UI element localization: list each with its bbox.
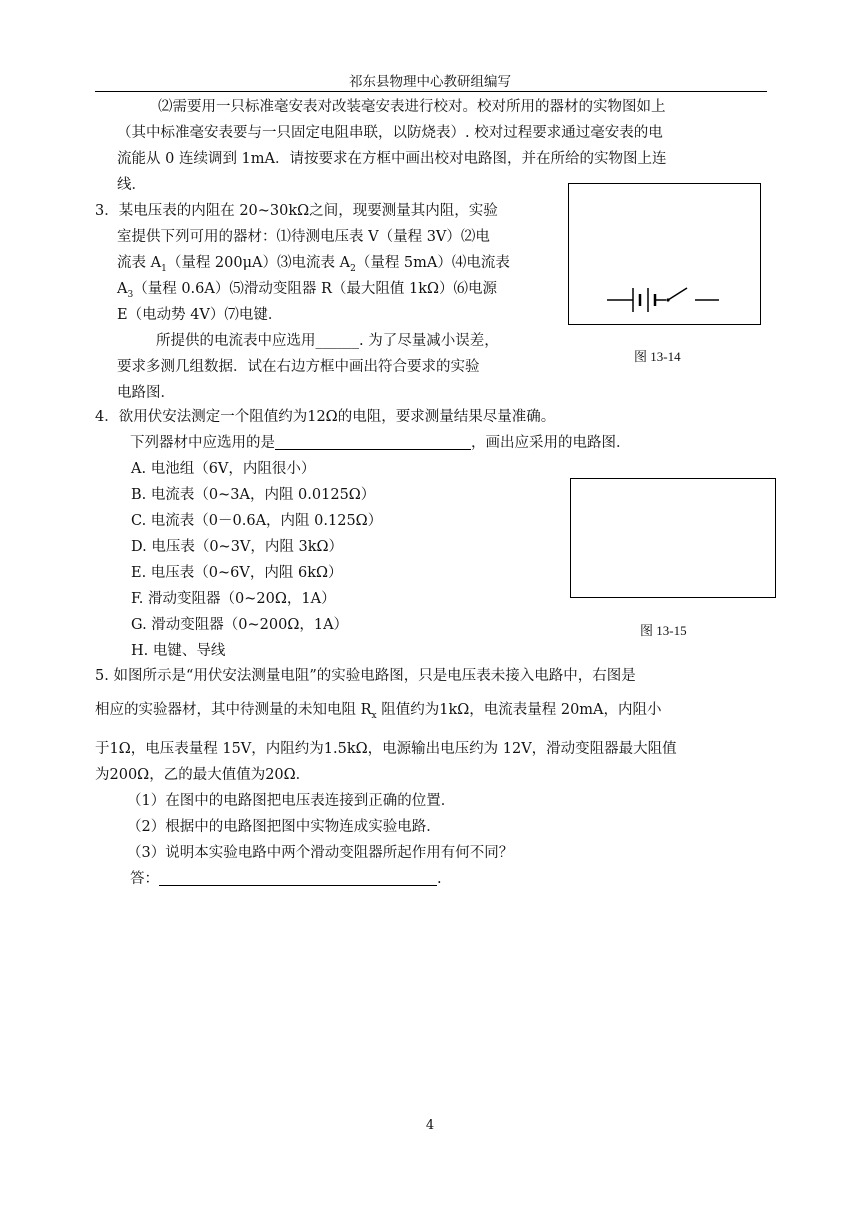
q4-option-a: A. 电池组（6V，内阻很小）: [131, 461, 316, 477]
q3-line-3: 流表 $A_1$（量程 200μA）⑶电流表 $A_2$（量程 5mA）⑷电流表: [117, 255, 510, 274]
q5-sub-2: （2）根据中的电路图把图中实物连成实验电路．: [127, 819, 441, 835]
q4-option-g: G. 滑动变阻器（0~200Ω，1A）: [131, 617, 349, 633]
q4-option-d: D. 电压表（0~3V，内阻 3kΩ）: [131, 539, 344, 555]
q4-line-1: 4．欲用伏安法测定一个阻值约为12Ω的电阻，要求测量结果尽量准确。: [95, 409, 556, 425]
q5-sub-3: （3）说明本实验电路中两个滑动变阻器所起作用有何不同？: [127, 845, 514, 861]
q4-option-f: F. 滑动变阻器（0~20Ω，1A）: [131, 591, 336, 607]
q5-answer-blank: [159, 871, 437, 886]
q2-line-4: 线．: [117, 177, 146, 193]
header-rule: [95, 91, 767, 92]
page-header-title: 祁东县物理中心教研组编写: [349, 74, 511, 90]
q3-line-7: 要求多测几组数据．试在右边方框中画出符合要求的实验: [117, 359, 480, 375]
q5-line-3: 于1Ω，电压表量程 15V，内阻约为1.5kΩ，电源输出电压约为 12V，滑动变阻器最大阻值: [95, 741, 677, 757]
q4-line-2: 下列器材中应选用的是 ，画出应采用的电路图．: [130, 435, 631, 451]
figure-13-15-caption: 图 13-15: [640, 623, 687, 638]
q3-line-2: 室提供下列可用的器材：⑴待测电压表 V（量程 3V）⑵电: [117, 229, 490, 245]
battery-switch-symbol: [569, 184, 760, 324]
q2-line-3: 流能从 0 连续调到 1mA．请按要求在方框中画出校对电路图，并在所给的实物图上连: [117, 151, 667, 167]
q3-line-4: $A_3$（量程 0.6A）⑸滑动变阻器 R（最大阻值 1kΩ）⑹电源: [117, 281, 498, 300]
q2-line-2: （其中标准毫安表要与一只固定电阻串联，以防烧表）. 校对过程要求通过毫安表的电: [117, 125, 663, 141]
figure-13-14-box: [568, 183, 761, 325]
q3-line-8: 电路图．: [117, 385, 175, 401]
q2-line-1: ⑵需要用一只标准毫安表对改装毫安表进行校对。校对所用的器材的实物图如上: [158, 99, 666, 115]
q3-line-6: 所提供的电流表中应选用______. 为了尽量减小误差，: [156, 333, 499, 349]
q5-line-1: 5. 如图所示是“用伏安法测量电阻”的实验电路图，只是电压表未接入电路中，右图是: [95, 668, 636, 684]
figure-13-14-caption: 图 13-14: [634, 349, 681, 364]
q4-answer-blank: [275, 435, 471, 450]
q4-option-b: B. 电流表（0~3A，内阻 0.0125Ω）: [131, 487, 376, 503]
q5-line-4: 为200Ω，乙的最大值值为20Ω．: [95, 767, 311, 783]
q5-answer-line: 答： .: [130, 871, 442, 887]
q4-option-h: H. 电键、导线: [131, 643, 226, 659]
q4-option-e: E. 电压表（0~6V，内阻 6kΩ）: [131, 565, 343, 581]
q5-sub-1: （1）在图中的电路图把电压表连接到正确的位置．: [127, 793, 456, 809]
q5-line-2: 相应的实验器材，其中待测量的未知电阻 $R_x$ 阻值约为1kΩ，电流表量程 20mA，内阻小: [95, 702, 662, 721]
page-number: 4: [425, 1118, 435, 1133]
q3-line-5: E（电动势 4V）⑺电键．: [117, 307, 283, 323]
q3-line-1: 3．某电压表的内阻在 20~30kΩ之间，现要测量其内阻，实验: [95, 203, 498, 219]
q4-option-c: C. 电流表（0－0.6A，内阻 0.125Ω）: [131, 513, 383, 529]
figure-13-15-box: [570, 478, 776, 598]
